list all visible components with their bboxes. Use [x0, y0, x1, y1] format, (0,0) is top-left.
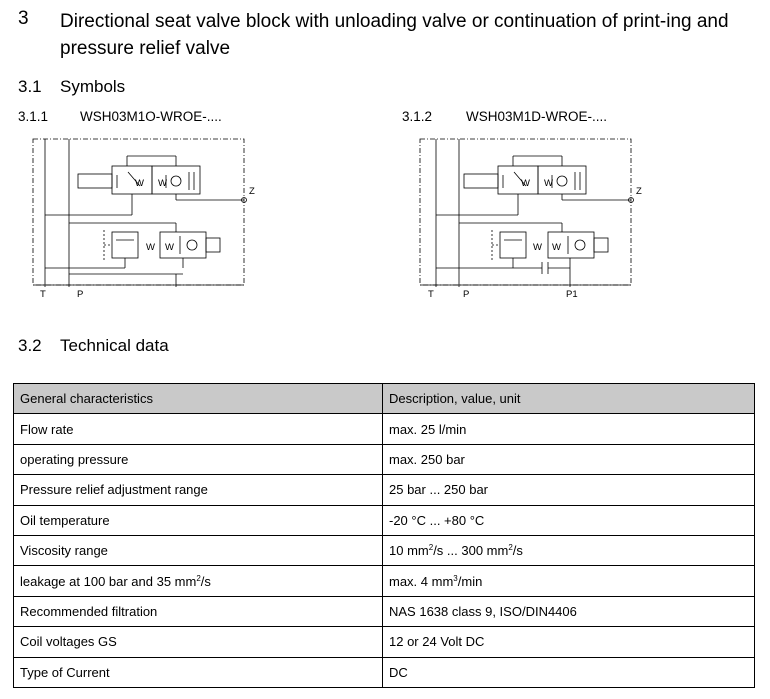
port-label: Z	[636, 186, 642, 197]
row-value: max. 4 $mm^3/\min$	[383, 566, 755, 596]
symbol-1-code: WSH03M1O-WROE-....	[80, 109, 222, 124]
row-label: Pressure relief adjustment range	[14, 475, 383, 505]
technical-number: 3.2	[18, 336, 42, 355]
row-value: 10 $mm^2/s$ ... 300 $mm^2/s$	[383, 535, 755, 565]
spring-label: W	[552, 242, 561, 253]
table-row	[14, 414, 755, 444]
table-row	[14, 505, 755, 535]
table-row	[14, 444, 755, 474]
section-title: Directional seat valve block with unloading valve or continuation of print-ing and pressure relief valve	[60, 11, 729, 59]
row-value: 12 or 24 Volt DC	[383, 627, 755, 657]
row-label: Coil voltages GS	[14, 627, 383, 657]
column-header-characteristics: General characteristics	[14, 384, 383, 414]
row-value: max. 250 bar	[383, 444, 755, 474]
row-value: DC	[383, 657, 755, 687]
spring-label: W	[165, 242, 174, 253]
symbol-2-code: WSH03M1D-WROE-....	[466, 109, 608, 124]
section-number: 3	[18, 8, 29, 29]
row-label: Recommended filtration	[14, 596, 383, 626]
port-label: P1	[566, 289, 578, 300]
row-value: max. 25 l/min	[383, 414, 755, 444]
spring-label: W	[544, 178, 553, 189]
row-label: Type of Current	[14, 657, 383, 687]
port-label: P	[77, 289, 84, 300]
row-label: Viscosity range	[14, 535, 383, 565]
technical-title: Technical data	[60, 336, 169, 355]
port-label: T	[428, 289, 434, 300]
hydraulic-symbol-2	[0, 0, 770, 320]
table-header-row	[14, 384, 755, 414]
row-value: NAS 1638 class 9, ISO/DIN4406	[383, 596, 755, 626]
table-row	[14, 535, 755, 565]
row-label: Flow rate	[14, 414, 383, 444]
row-value: 25 bar ... 250 bar	[383, 475, 755, 505]
spring-label: W	[158, 178, 167, 189]
port-label: P	[463, 289, 470, 300]
port-label: Z	[249, 186, 255, 197]
row-value: -20 °C ... +80 °C	[383, 505, 755, 535]
spring-label: W	[533, 242, 542, 253]
table-row	[14, 657, 755, 687]
symbols-number: 3.1	[18, 77, 42, 96]
symbols-title: Symbols	[60, 77, 126, 96]
technical-data-table	[13, 383, 755, 688]
row-label: Oil temperature	[14, 505, 383, 535]
spring-label: W	[146, 242, 155, 253]
column-header-description: Description, value, unit	[383, 384, 755, 414]
symbol-2-number: 3.1.2	[402, 109, 433, 124]
table-row	[14, 475, 755, 505]
symbol-1-number: 3.1.1	[18, 109, 49, 124]
table-row	[14, 596, 755, 626]
row-label: leakage at 100 bar and 35 $mm^2/s$	[14, 566, 383, 596]
row-label: operating pressure	[14, 444, 383, 474]
port-label: T	[40, 289, 46, 300]
table-row	[14, 566, 755, 596]
spring-label: W	[135, 178, 144, 189]
spring-label: W	[521, 178, 530, 189]
table-row	[14, 627, 755, 657]
